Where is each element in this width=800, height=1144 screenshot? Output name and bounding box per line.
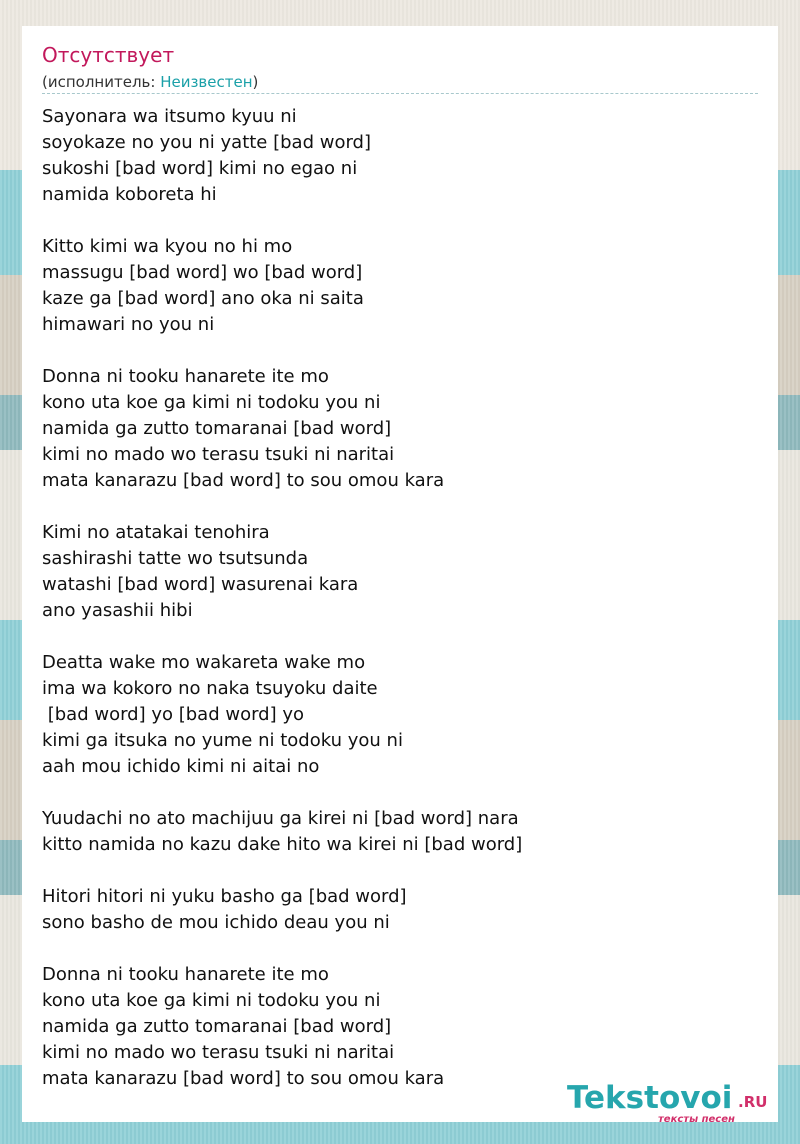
lyric-line: kono uta koe ga kimi ni todoku you ni xyxy=(42,990,381,1011)
stanza-break xyxy=(42,624,758,650)
lyric-line: kitto namida no kazu dake hito wa kirei ni [bad word] xyxy=(42,834,523,855)
lyric-line: Deatta wake mo wakareta wake mo xyxy=(42,652,366,673)
stanza-break xyxy=(42,338,758,364)
lyric-line: kono uta koe ga kimi ni todoku you ni xyxy=(42,392,381,413)
lyrics-body xyxy=(42,104,758,1092)
lyric-line: Donna ni tooku hanarete ite mo xyxy=(42,964,329,985)
lyric-line: himawari no you ni xyxy=(42,314,215,335)
site-logo[interactable] xyxy=(567,1080,777,1130)
lyric-line: kimi no mado wo terasu tsuki ni naritai xyxy=(42,444,395,465)
lyric-line: soyokaze no you ni yatte [bad word] xyxy=(42,132,371,153)
song-title: Отсутствует xyxy=(42,43,175,67)
lyric-line: mata kanarazu [bad word] to sou omou kara xyxy=(42,1068,445,1089)
artist-suffix: ) xyxy=(252,73,259,91)
lyric-line: sashirashi tatte wo tsutsunda xyxy=(42,548,309,569)
lyric-line: namida ga zutto tomaranai [bad word] xyxy=(42,418,392,439)
stanza-break xyxy=(42,780,758,806)
lyric-line: namida koboreta hi xyxy=(42,184,217,205)
lyric-line: Kimi no atatakai tenohira xyxy=(42,522,270,543)
lyric-line: ima wa kokoro no naka tsuyoku daite xyxy=(42,678,378,699)
lyric-line: namida ga zutto tomaranai [bad word] xyxy=(42,1016,392,1037)
lyric-line: watashi [bad word] wasurenai kara xyxy=(42,574,359,595)
logo-wordmark: Tekstovoi xyxy=(567,1080,733,1116)
lyric-line: kaze ga [bad word] ano oka ni saita xyxy=(42,288,364,309)
lyric-line: aah mou ichido kimi ni aitai no xyxy=(42,756,320,777)
lyric-line: Donna ni tooku hanarete ite mo xyxy=(42,366,329,387)
lyric-line: Kitto kimi wa kyou no hi mo xyxy=(42,236,293,257)
lyric-line: kimi no mado wo terasu tsuki ni naritai xyxy=(42,1042,395,1063)
logo-tagline: тексты песен xyxy=(658,1114,735,1125)
lyric-line: Sayonara wa itsumo kyuu ni xyxy=(42,106,297,127)
lyric-line: sukoshi [bad word] kimi no egao ni xyxy=(42,158,358,179)
stanza-break xyxy=(42,494,758,520)
lyric-line: [bad word] yo [bad word] yo xyxy=(42,704,305,725)
lyric-line: kimi ga itsuka no yume ni todoku you ni xyxy=(42,730,403,751)
stanza-break xyxy=(42,208,758,234)
lyric-line: Hitori hitori ni yuku basho ga [bad word] xyxy=(42,886,407,907)
logo-tld: .RU xyxy=(738,1093,768,1111)
lyric-line: ano yasashii hibi xyxy=(42,600,193,621)
lyric-line: massugu [bad word] wo [bad word] xyxy=(42,262,363,283)
stanza-break xyxy=(42,858,758,884)
title-divider xyxy=(42,93,758,94)
lyric-line: sono basho de mou ichido deau you ni xyxy=(42,912,390,933)
lyric-line: Yuudachi no ato machijuu ga kirei ni [bad word] nara xyxy=(42,808,519,829)
artist-prefix: (исполнитель: xyxy=(42,73,161,91)
lyric-line: mata kanarazu [bad word] to sou omou kara xyxy=(42,470,445,491)
stanza-break xyxy=(42,936,758,962)
artist-line xyxy=(42,72,258,92)
lyrics-card xyxy=(22,26,778,1122)
artist-link[interactable]: Неизвестен xyxy=(160,73,253,91)
